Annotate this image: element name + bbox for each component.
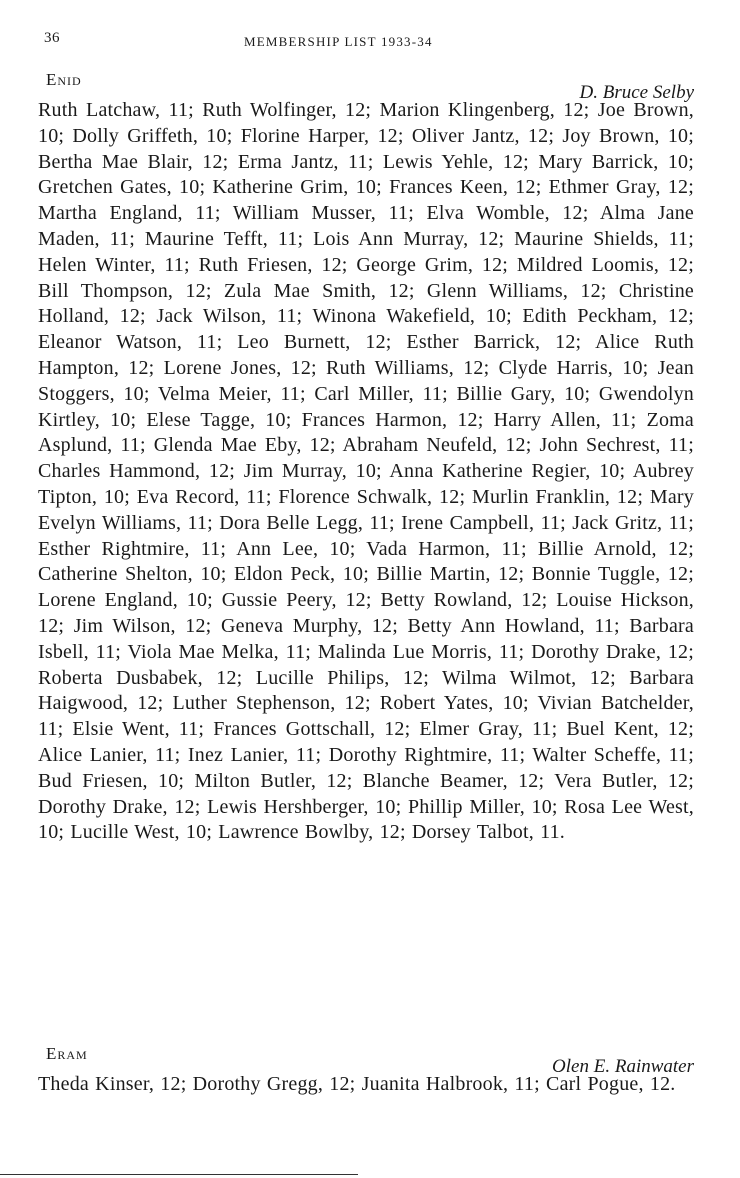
running-title: MEMBERSHIP LIST 1933-34 (244, 34, 433, 49)
section-enid (38, 70, 694, 846)
running-head (44, 30, 704, 54)
sponsor-name: D. Bruce Selby (579, 82, 694, 103)
section-eram (38, 1044, 694, 1098)
section-heading (38, 1044, 694, 1077)
page-number: 36 (44, 30, 60, 46)
section-heading (38, 70, 694, 103)
footer-rule (0, 1174, 358, 1175)
town-name: Eram (46, 1044, 88, 1063)
member-list: Ruth Latchaw, 11; Ruth Wolfinger, 12; Marion Klingenberg, 12; Joe Brown, 10; Dolly Griffeth, 10; Florine Harper, 12; Oliver Jantz, 12; Joy Brown, 10; Bertha Mae Blair, 12; Erma Jantz, 11; Lewis Yehle, 12; Mary Barrick, 10; Gretchen Gates, 10; Katherine Grim, 10; Frances Keen, 12; Ethmer Gray, 12; Martha England, 11; William Musser, 11; Elva Womble, 12; Alma Jane Maden, 11; Maurine Tefft, 11; Lois Ann Murray, 12; Maurine Shields, 11; Helen Winter, 11; Ruth Friesen, 12; George Grim, 12; Mildred Loomis, 12; Bill Thompson, 12; Zula Mae Smith, 12; Glenn Williams, 12; Christine Holland, 12; Jack Wilson, 11; Winona Wakefield, 10; Edith Peckham, 12; Eleanor Watson, 11; Leo Burnett, 12; Esther Barrick, 12; Alice Ruth Hampton, 12; Lorene Jones, 12; Ruth Williams, 12; Clyde Harris, 10; Jean Stoggers, 10; Velma Meier, 11; Carl Miller, 11; Billie Gary, 10; Gwendolyn Kirtley, 10; Elese Tagge, 10; Frances Harmon, 12; Harry Allen, 11; Zoma Asplund, 11; Glenda Mae Eby, 12; Abraham Neufeld, 12; John Sechrest, 11; Charles Hammond, 12; Jim Murray, 10; Anna Katherine Regier, 10; Aubrey Tipton, 10; Eva Record, 11; Florence Schwalk, 12; Murlin Franklin, 12; Mary Evelyn Williams, 11; Dora Belle Legg, 11; Irene Campbell, 11; Jack Gritz, 11; Esther Rightmire, 11; Ann Lee, 10; Vada Harmon, 11; Billie Arnold, 12; Catherine Shelton, 10; Eldon Peck, 10; Billie Martin, 12; Bonnie Tuggle, 12; Lorene England, 10; Gussie Peery, 12; Betty Rowland, 12; Louise Hickson, 12; Jim Wilson, 12; Geneva Murphy, 12; Betty Ann Howland, 11; Barbara Isbell, 11; Viola Mae Melka, 11; Malinda Lue Morris, 11; Dorothy Drake, 12; Roberta Dusbabek, 12; Lucille Philips, 12; Wilma Wilmot, 12; Barbara Haigwood, 12; Luther Stephenson, 12; Robert Yates, 10; Vivian Batchelder, 11; Elsie Went, 11; Frances Gottschall, 12; Elmer Gray, 11; Buel Kent, 12; Alice Lanier, 11; Inez Lanier, 11; Dorothy Rightmire, 11; Walter Scheffe, 11; Bud Friesen, 10; Milton Butler, 12; Blanche Beamer, 12; Vera Butler, 12; Dorothy Drake, 12; Lewis Hershberger, 10; Phillip Miller, 10; Rosa Lee West, 10; Lucille West, 10; Lawrence Bowlby, 12; Dorsey Talbot, 11. (38, 99, 694, 844)
member-list: Theda Kinser, 12; Dorothy Gregg, 12; Juanita Halbrook, 11; Carl Pogue, 12. (38, 1073, 676, 1095)
sponsor-name: Olen E. Rainwater (552, 1056, 694, 1077)
town-name: Enid (46, 70, 82, 89)
